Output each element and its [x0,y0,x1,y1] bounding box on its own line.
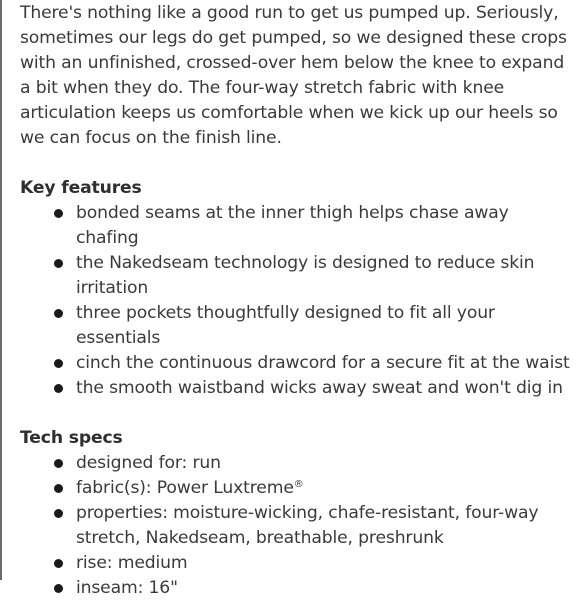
list-item-text: rise: medium [76,553,188,573]
bullet-icon [54,509,63,518]
bullet-icon [54,484,63,493]
list-item-text: three pockets thoughtfully designed to fit all your essentials [76,303,495,348]
list-item [20,201,570,251]
tech-specs-heading: Tech specs [20,428,123,448]
list-item [20,476,570,501]
list-item-text: inseam: 16" [76,578,178,598]
bullet-icon [54,459,63,468]
list-item [20,451,570,476]
list-item [20,551,570,576]
bullet-icon [54,209,63,218]
list-item-text: bonded seams at the inner thigh helps chase away chafing [76,203,509,248]
list-item [20,301,570,351]
list-item-text: fabric(s): Power Luxtreme [76,478,294,498]
list-item [20,351,570,376]
key-features-heading: Key features [20,178,142,198]
tech-specs-list [20,451,570,601]
intro-paragraph: There's nothing like a good run to get us pumped up. Seriously, sometimes our legs do get pumped, so we designed these crops with an unfinished, crossed-over hem below the knee to expand a bit when they do. The four-way stretch fabric with knee articulation keeps us comfortable when we kick up our heels so we can focus on the finish line. [20,3,567,148]
list-item-text: the Nakedseam technology is designed to reduce skin irritation [76,253,535,298]
list-item-text: properties: moisture-wicking, chafe-resistant, four-way stretch, Nakedseam, breathable, preshrunk [76,503,539,548]
list-item [20,251,570,301]
registered-mark: ® [293,479,304,490]
bullet-icon [54,259,63,268]
bullet-icon [54,309,63,318]
list-item-text: designed for: run [76,453,221,473]
list-item [20,501,570,551]
product-description [20,1,570,601]
list-item-text: the smooth waistband wicks away sweat and won't dig in [76,378,563,398]
list-item-text: cinch the continuous drawcord for a secure fit at the waist [76,353,570,373]
bullet-icon [54,359,63,368]
bullet-icon [54,584,63,593]
list-item [20,376,570,401]
bullet-icon [54,559,63,568]
bullet-icon [54,384,63,393]
key-features-list [20,201,570,401]
left-border-rule [0,0,2,580]
